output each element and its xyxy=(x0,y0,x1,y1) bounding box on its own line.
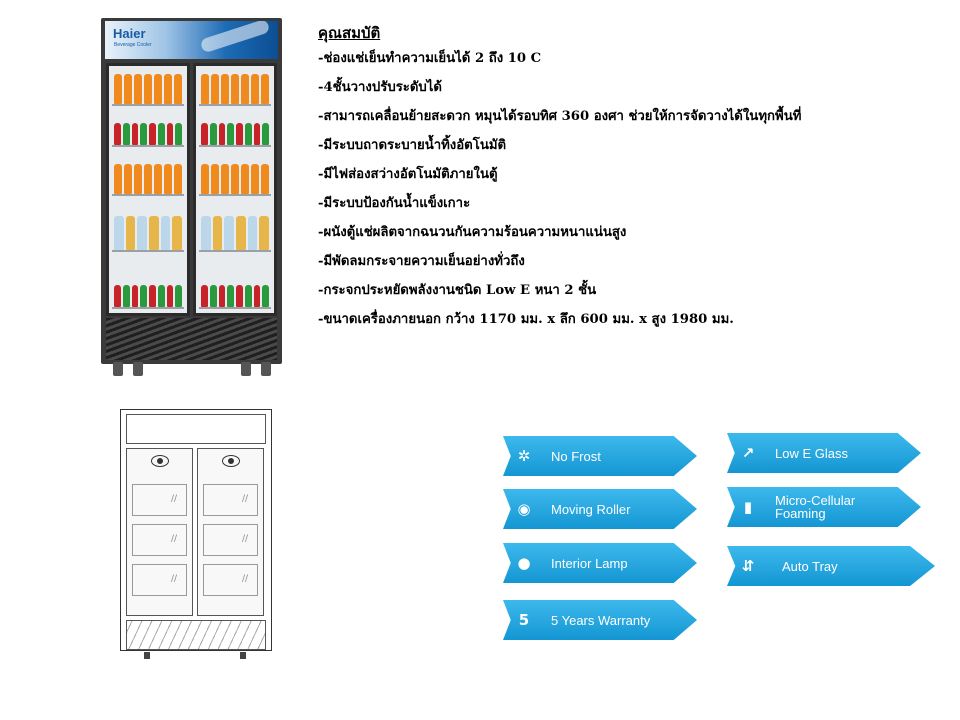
badge-label: 5 Years Warranty xyxy=(551,612,651,628)
bottom-vent-grille xyxy=(106,318,277,360)
caster-wheel xyxy=(133,362,143,376)
foam-icon: ▮ xyxy=(743,498,753,516)
badge-micro-cellular-foaming xyxy=(727,487,921,527)
drawing-top-panel xyxy=(126,414,266,444)
badge-no-frost xyxy=(503,436,697,476)
badge-interior-lamp xyxy=(503,543,697,583)
drawing-door-left xyxy=(126,448,193,616)
brand-logo: Haier xyxy=(113,26,146,41)
glass-door-left xyxy=(106,63,190,316)
feature-item: -สามารถเคลื่อนย้ายสะดวก หมุนได้รอบทิศ 360 องศา ช่วยให้การจัดวางได้ในทุกพื้นที่ xyxy=(318,109,802,124)
badge-label: Interior Lamp xyxy=(551,555,628,571)
drawing-vent xyxy=(126,620,266,650)
feature-item: -ช่องแช่เย็นทำความเย็นได้ 2 ถึง 10 C xyxy=(318,51,542,66)
caster-wheel xyxy=(261,362,271,376)
feature-item: -ผนังตู้แช่ผลิตจากฉนวนกันความร้อนความหนาแน่นสูง xyxy=(318,225,627,240)
glass-icon: ↗ xyxy=(741,444,755,462)
lamp-icon: ● xyxy=(517,554,531,572)
feature-item: -4ชั้นวางปรับระดับได้ xyxy=(318,80,442,95)
feature-title: คุณสมบัติ xyxy=(318,24,381,42)
feature-item: -มีระบบถาดระบายน้ำทิ้งอัตโนมัติ xyxy=(318,138,507,153)
feature-item: -ขนาดเครื่องภายนอก กว้าง 1170 มม. x ลึก 600 มม. x สูง 1980 มม. xyxy=(318,312,734,327)
feature-item: -มีระบบป้องกันน้ำแข็งเกาะ xyxy=(318,196,471,211)
badge-label: Micro-Cellular Foaming xyxy=(775,493,856,521)
tray-icon: ⇵ xyxy=(741,557,755,575)
roller-icon: ◉ xyxy=(517,500,531,518)
brand-subtitle: Beverage Cooler xyxy=(114,42,152,48)
brand-header-panel xyxy=(105,21,278,59)
caster-wheel xyxy=(113,362,123,376)
drawing-foot xyxy=(240,652,246,659)
feature-item: -กระจกประหยัดพลังงานชนิด Low E หนา 2 ชั้น xyxy=(318,283,597,298)
badge-label: No Frost xyxy=(551,448,601,464)
warranty-icon: 5 xyxy=(518,611,530,629)
badge-auto-tray xyxy=(727,546,935,586)
badge-label: Low E Glass xyxy=(775,445,848,461)
badge-moving-roller xyxy=(503,489,697,529)
badge-label: Moving Roller xyxy=(551,501,631,517)
fridge-line-drawing xyxy=(120,409,272,659)
drawing-door-right xyxy=(197,448,264,616)
caster-wheel xyxy=(241,362,251,376)
glass-door-right xyxy=(193,63,277,316)
fan-icon xyxy=(151,455,169,467)
feature-item: -มีไฟส่องสว่างอัตโนมัติภายในตู้ xyxy=(318,167,498,182)
badge-low-e-glass xyxy=(727,433,921,473)
feature-item: -มีพัดลมกระจายความเย็นอย่างทั่วถึง xyxy=(318,254,525,269)
badge-label: Auto Tray xyxy=(782,558,838,574)
fridge-photo xyxy=(101,18,282,378)
drawing-foot xyxy=(144,652,150,659)
no-frost-icon: ✲ xyxy=(517,447,531,465)
badge-5-years-warranty xyxy=(503,600,697,640)
feature-list xyxy=(318,22,938,334)
fan-icon xyxy=(222,455,240,467)
water-bottle-graphic xyxy=(200,21,271,53)
